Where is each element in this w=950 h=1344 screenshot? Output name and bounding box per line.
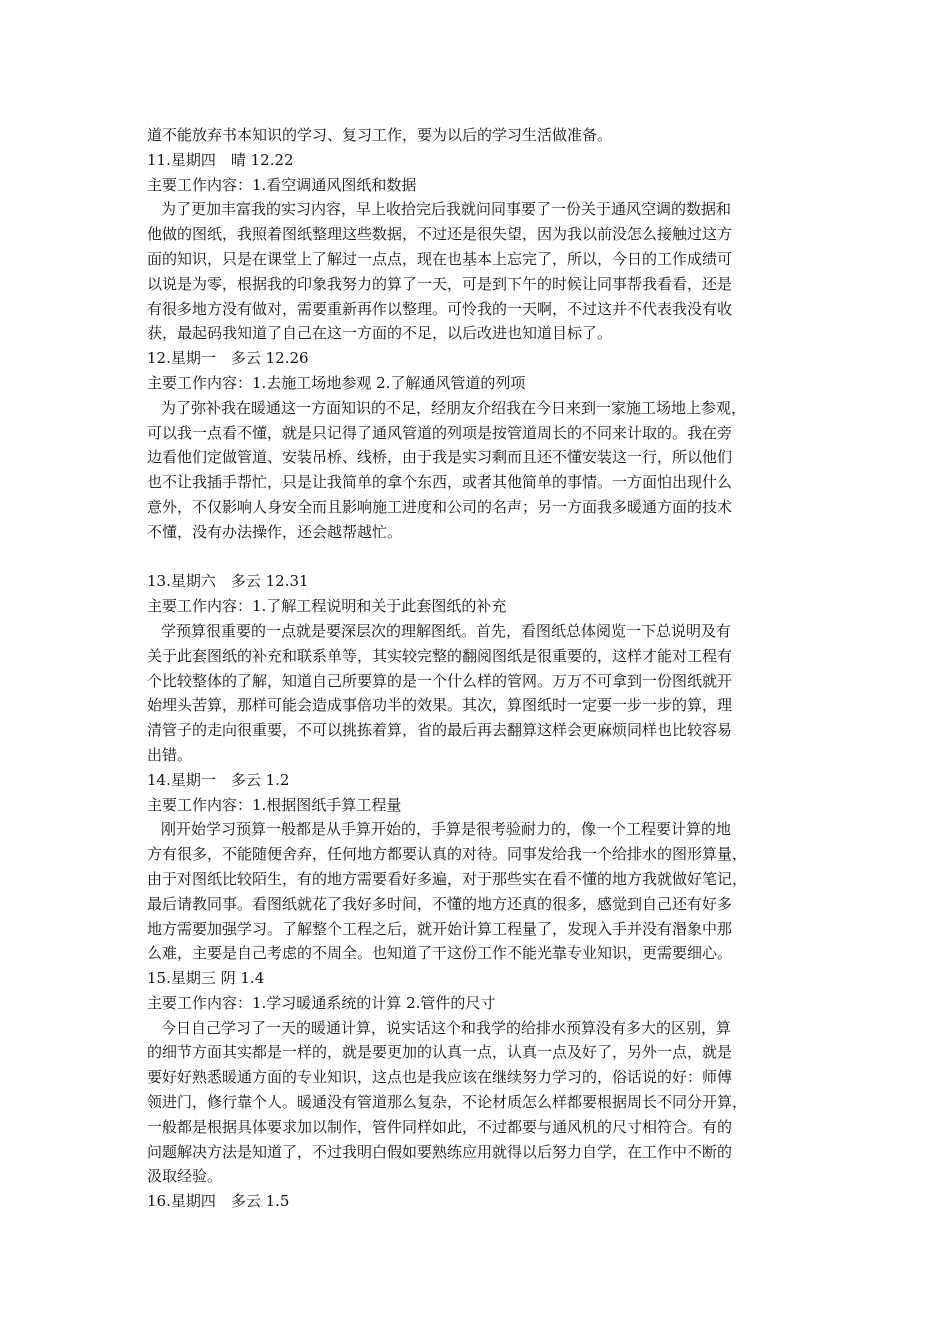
text-line: 个比较整体的了解，知道自己所要算的是一个什么样的管网。万万不可拿到一份图纸就开 [147, 671, 733, 690]
text-line: 最后请教同事。看图纸就花了我好多时间，不懂的地方还真的很多，感觉到自己还有好多 [147, 894, 733, 913]
entry-heading: 12.星期一 多云 12.26 [147, 349, 309, 368]
diary-entry [147, 966, 807, 1189]
text-line: 始埋头苦算，那样可能会造成事倍功半的效果。其次，算图纸时一定要一步一步的算，理 [147, 696, 733, 715]
work-content-line: 主要工作内容：1.看空调通风图纸和数据 [147, 175, 417, 194]
blank-line [147, 545, 807, 570]
entry-heading: 11.星期四 晴 12.22 [147, 150, 294, 169]
entry-paragraph [147, 197, 807, 346]
text-line: 由于对图纸比较陌生，有的地方需要看好多遍，对于那些实在看不懂的地方我就做好笔记， [147, 869, 748, 888]
entry-heading: 14.星期一 多云 1.2 [147, 770, 290, 789]
text-line: 学预算很重要的一点就是要深层次的理解图纸。首先，看图纸总体阅览一下总说明及有 [161, 621, 732, 640]
text-line: 为了更加丰富我的实习内容，早上收拾完后我就问同事要了一份关于通风空调的数据和 [161, 200, 732, 219]
text-line: 关于此套图纸的补充和联系单等，其实较完整的翻阅图纸是很重要的，这样才能对工程有 [147, 646, 733, 665]
text-line: 方有很多，不能随便舍弃，任何地方都要认真的对待。同事发给我一个给排水的图形算量， [147, 845, 748, 864]
text-line: 有很多地方没有做对，需要重新再作以整理。可怜我的一天啊，不过这并不代表我没有收 [147, 299, 733, 318]
text-line: 他做的图纸，我照着图纸整理这些数据，不过还是很失望，因为我以前没怎么接触过这方 [147, 225, 733, 244]
work-content-line: 主要工作内容：1.学习暖通系统的计算 2.管件的尺寸 [147, 993, 496, 1012]
diary-entry [147, 346, 807, 569]
entry-paragraph [147, 1016, 807, 1190]
document-page [147, 123, 807, 1214]
text-line: 为了弥补我在暖通这一方面知识的不足，经朋友介绍我在今日来到一家施工场地上参观， [161, 398, 747, 417]
diary-entry [147, 569, 807, 767]
text-line: 也不让我插手帮忙，只是让我简单的拿个东西，或者其他简单的事情。一方面怕出现什么 [147, 473, 733, 492]
entry-heading: 13.星期六 多云 12.31 [147, 572, 309, 591]
text-line: 获，最起码我知道了自己在这一方面的不足，以后改进也知道目标了。 [147, 324, 613, 343]
diary-entry [147, 1189, 807, 1214]
entry-heading: 15.星期三 阴 1.4 [147, 969, 265, 988]
entry-heading: 16.星期四 多云 1.5 [147, 1192, 290, 1211]
entry-paragraph [147, 817, 807, 966]
text-line: 领进门，修行靠个人。暖通没有管道那么复杂，不论材质怎么样都要根据周长不同分开算， [147, 1093, 748, 1112]
entry-paragraph [147, 619, 807, 768]
work-content-line: 主要工作内容：1.去施工场地参观 2.了解通风管道的列项 [147, 373, 526, 392]
text-line: 面的知识，只是在课堂上了解过一点点，现在也基本上忘完了，所以，今日的工作成绩可 [147, 249, 733, 268]
text-line: 意外，不仅影响人身安全而且影响施工进度和公司的名声；另一方面我多暖通方面的技术 [147, 497, 733, 516]
text-line: 地方需要加强学习。了解整个工程之后，就开始计算工程量了，发现入手并没有湣象中那 [147, 919, 733, 938]
text-line: 汲取经验。 [147, 1167, 223, 1186]
text-line: 要好好熟悉暖通方面的专业知识，这点也是我应该在继续努力学习的，俗话说的好：师傅 [147, 1068, 733, 1087]
diary-entry [147, 148, 807, 346]
diary-entry [147, 768, 807, 966]
text-line: 一般都是根据具体要求加以制作，管件同样如此，不过都要与通风机的尺寸相符合。有的 [147, 1117, 733, 1136]
text-line: 的细节方面其实都是一样的，就是要更加的认真一点，认真一点及好了，另外一点，就是 [147, 1043, 733, 1062]
text-line: 道不能放弃书本知识的学习、复习工作，要为以后的学习生活做准备。 [147, 126, 613, 144]
text-line: 清管子的走向很重要，不可以挑拣着算，省的最后再去翻算这样会更麻烦同样也比较容易 [147, 721, 733, 740]
text-line: 今日自己学习了一天的暖通计算，说实话这个和我学的给排水预算没有多大的区别，算 [161, 1018, 732, 1037]
text-line: 可以我一点看不懂，就是只记得了通风管道的列项是按管道周长的不同来计取的。我在旁 [147, 423, 733, 442]
text-line: 边看他们定做管道、安装吊桥、线桥，由于我是实习剩而且还不懂安装这一行，所以他们 [147, 448, 733, 467]
text-line: 不懂，没有办法操作，还会越帮越忙。 [147, 522, 403, 541]
text-line: 问题解决方法是知道了，不过我明白假如要熟练应用就得以后努力自学，在工作中不断的 [147, 1142, 733, 1161]
entry-paragraph [147, 396, 807, 545]
text-line: 刚开始学习预算一般都是从手算开始的，手算是很考验耐力的，像一个工程要计算的地 [161, 820, 732, 839]
text-line: 么难，主要是自己考虑的不周全。也知道了干这份工作不能光靠专业知识，更需要细心。 [147, 944, 733, 963]
text-line: 以说是为零，根据我的印象我努力的算了一天，可是到下午的时候让同事帮我看看，还是 [147, 274, 733, 293]
work-content-line: 主要工作内容：1.根据图纸手算工程量 [147, 795, 402, 814]
intro-paragraph [147, 123, 807, 148]
text-line: 出错。 [147, 745, 193, 764]
work-content-line: 主要工作内容：1.了解工程说明和关于此套图纸的补充 [147, 597, 507, 616]
